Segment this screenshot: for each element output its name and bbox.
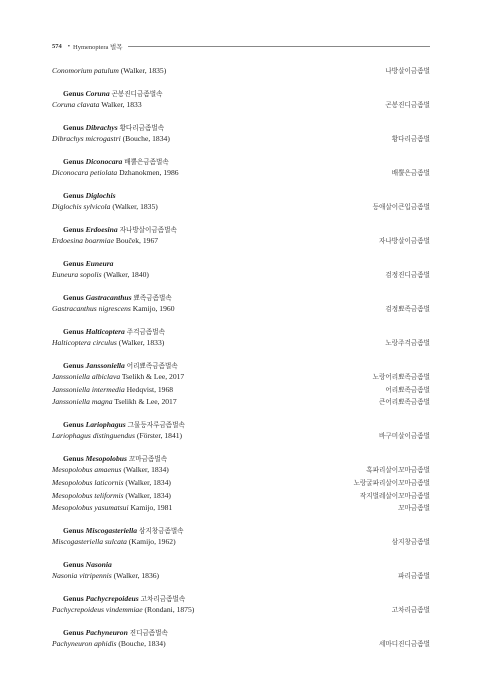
genus-word: Genus	[63, 190, 84, 200]
author-citation: (Rondani, 1875)	[144, 605, 195, 615]
korean-common-name: 작지벌레살이꼬마금좀벌	[359, 491, 430, 500]
genus-heading	[52, 224, 430, 235]
genus-korean-name: 자나방살이금좀벌속	[119, 225, 177, 234]
author-citation: (Walker, 1833)	[118, 337, 165, 347]
block-spacer	[52, 316, 430, 326]
genus-block	[52, 214, 430, 248]
genus-word: Genus	[63, 594, 84, 604]
species-entry	[52, 502, 430, 515]
korean-common-name: 파리금좀벌	[398, 572, 430, 581]
korean-common-name: 노랑주걱금좀벌	[385, 338, 430, 347]
genus-block	[52, 78, 430, 112]
scientific-name: Pachycrepoideus vindemmiae	[52, 605, 143, 615]
genus-name: Janssoniella	[85, 360, 125, 370]
scientific-name: Mesopolobus yasumatsui	[52, 503, 129, 513]
genus-name: Dibrachys	[85, 122, 118, 132]
korean-common-name: 곤봉진디금좀벌	[385, 100, 430, 109]
species-name-line	[52, 490, 171, 503]
species-name-line	[52, 477, 171, 490]
species-entry	[52, 167, 430, 180]
scientific-name: Miscogasteriella sulcata	[52, 537, 127, 547]
page-number: 574	[52, 42, 62, 50]
korean-common-name: 어리뾰족금좀벌	[385, 385, 430, 394]
genus-word: Genus	[63, 258, 84, 268]
block-spacer	[52, 443, 430, 453]
genus-heading	[52, 88, 430, 99]
species-entry	[52, 133, 430, 146]
korean-common-name: 삼지창금좀벌	[391, 538, 430, 547]
author-citation: (Walker, 1834)	[125, 490, 171, 500]
genus-block	[52, 515, 430, 549]
species-entry	[52, 570, 430, 583]
korean-common-name: 검정진디금좀벌	[385, 270, 430, 279]
author-citation: Dzhanokmen, 1986	[119, 167, 179, 177]
species-entry	[52, 464, 430, 477]
author-citation: Kamijo, 1981	[130, 503, 173, 513]
genus-korean-name: 삼지창금좀벌속	[138, 527, 184, 536]
scientific-name: Euneura sopolis	[52, 269, 102, 279]
korean-common-name: 검정뾰족금좀벌	[385, 304, 430, 313]
genus-heading	[52, 258, 430, 269]
species-entry	[52, 269, 430, 282]
block-spacer	[52, 214, 430, 224]
author-citation: Hedqvist, 1968	[126, 384, 174, 394]
species-name-line	[52, 201, 158, 214]
scientific-name: Mesopolobus teliformis	[52, 490, 124, 500]
species-name-line	[52, 464, 169, 477]
species-entry	[52, 604, 430, 617]
genus-block	[52, 112, 430, 146]
author-citation: (Förster, 1841)	[136, 431, 183, 441]
scientific-name: Janssoniella albiclava	[52, 371, 121, 381]
species-entry	[52, 303, 430, 316]
genus-name: Halticoptera	[85, 326, 125, 336]
species-entry	[52, 235, 430, 248]
genus-heading	[52, 326, 430, 337]
genus-heading	[52, 360, 430, 371]
genus-name: Pachyneuron	[85, 628, 128, 638]
block-spacer	[52, 617, 430, 627]
korean-common-name: 등애살이큰입금좀벌	[372, 202, 430, 211]
species-name-line	[52, 384, 173, 397]
genus-word: Genus	[63, 88, 84, 98]
genus-name: Gastracanthus	[85, 292, 132, 302]
genus-block	[52, 65, 430, 78]
genus-word: Genus	[63, 292, 84, 302]
korean-common-name: 큰어리뾰족금좀벌	[379, 398, 430, 407]
author-citation: (Kamijo, 1962)	[128, 537, 176, 547]
genus-korean-name: 뾰족금좀벌속	[133, 293, 172, 302]
scientific-name: Dibrachys microgastri	[52, 133, 121, 143]
author-citation: (Walker, 1835)	[120, 66, 167, 75]
genus-korean-name: 곤봉진디금좀벌속	[111, 89, 163, 98]
genus-name: Euneura	[85, 258, 114, 268]
section-title: Hymenoptera 벌목	[73, 43, 123, 51]
species-name-line	[52, 269, 149, 282]
genus-word: Genus	[63, 560, 84, 570]
scientific-name: Mesopolobus amaenus	[52, 465, 122, 475]
genus-name: Lariophagus	[85, 420, 126, 430]
species-name-line	[52, 570, 159, 583]
block-spacer	[52, 180, 430, 190]
genus-heading	[52, 156, 430, 167]
genus-name: Diglochis	[85, 190, 116, 200]
species-list	[52, 65, 430, 651]
author-citation: Kamijo, 1960	[132, 303, 175, 313]
species-name-line	[52, 430, 182, 443]
species-entry	[52, 99, 430, 112]
genus-heading	[52, 292, 430, 303]
scientific-name: Janssoniella intermedia	[52, 384, 125, 394]
genus-name: Pachycrepoideus	[85, 594, 139, 604]
author-citation: Walker, 1833	[101, 99, 142, 109]
scientific-name: Lariophagus distinguendus	[52, 431, 135, 441]
genus-name: Erdoesina	[85, 224, 118, 234]
species-entry	[52, 65, 430, 78]
block-spacer	[52, 515, 430, 525]
korean-common-name: 꼬마금좀벌	[398, 504, 430, 513]
genus-name: Miscogasteriella	[85, 526, 138, 536]
scientific-name: Conomorium patulum	[52, 66, 119, 75]
species-name-line	[52, 396, 177, 409]
scientific-name: Erdoesina boarmiae	[52, 235, 114, 245]
species-entry	[52, 490, 430, 503]
genus-block	[52, 316, 430, 350]
korean-common-name: 노랑어리뾰족금좀벌	[372, 372, 430, 381]
genus-heading	[52, 453, 430, 464]
species-entry	[52, 371, 430, 384]
block-spacer	[52, 282, 430, 292]
species-name-line	[52, 303, 175, 316]
species-name-line	[52, 167, 179, 180]
running-header	[52, 40, 430, 52]
genus-word: Genus	[63, 156, 84, 166]
block-spacer	[52, 112, 430, 122]
korean-common-name: 나방살이금좀벌	[385, 67, 430, 75]
genus-block	[52, 549, 430, 583]
genus-heading	[52, 122, 430, 133]
scientific-name: Coruna clavata	[52, 99, 100, 109]
korean-common-name: 황다리금좀벌	[391, 134, 430, 143]
block-spacer	[52, 78, 430, 88]
genus-heading	[52, 627, 430, 638]
genus-block	[52, 617, 430, 651]
author-citation: (Bouche, 1834)	[122, 133, 170, 143]
genus-korean-name: 고차리금좀벌속	[140, 595, 186, 604]
block-spacer	[52, 248, 430, 258]
block-spacer	[52, 549, 430, 559]
author-citation: (Walker, 1834)	[125, 477, 171, 487]
genus-heading	[52, 525, 430, 536]
header-bullet: •	[67, 42, 71, 50]
species-entry	[52, 536, 430, 549]
species-name-line	[52, 65, 166, 78]
header-rule	[128, 46, 430, 47]
korean-common-name: 혹파리살이꼬마금좀벌	[366, 466, 430, 475]
author-citation: (Walker, 1834)	[123, 465, 169, 475]
genus-word: Genus	[63, 224, 84, 234]
species-entry	[52, 638, 430, 651]
author-citation: Tselikh & Lee, 2017	[114, 397, 177, 407]
block-spacer	[52, 409, 430, 419]
scientific-name: Gastracanthus nigrescens	[52, 303, 131, 313]
species-name-line	[52, 536, 176, 549]
korean-common-name: 노랑굴파리살이꼬마금좀벌	[353, 478, 430, 487]
genus-korean-name: 진디금좀벌속	[129, 629, 168, 638]
korean-common-name: 고차리금좀벌	[391, 606, 430, 615]
genus-word: Genus	[63, 122, 84, 132]
genus-korean-name: 황다리금좀벌속	[119, 123, 165, 132]
genus-heading	[52, 559, 430, 570]
genus-word: Genus	[63, 454, 84, 464]
genus-block	[52, 583, 430, 617]
species-name-line	[52, 604, 194, 617]
scientific-name: Diconocara petiolata	[52, 167, 118, 177]
author-citation: (Bouche, 1834)	[118, 639, 166, 649]
genus-korean-name: 어리뾰족금좀벌속	[126, 361, 178, 370]
genus-word: Genus	[63, 326, 84, 336]
species-entry	[52, 477, 430, 490]
species-entry	[52, 201, 430, 214]
species-name-line	[52, 638, 166, 651]
genus-word: Genus	[63, 420, 84, 430]
genus-heading	[52, 190, 430, 201]
genus-block	[52, 282, 430, 316]
author-citation: (Walker, 1836)	[113, 571, 160, 581]
korean-common-name: 배뿔은금좀벌	[391, 168, 430, 177]
genus-block	[52, 146, 430, 180]
korean-common-name: 바구미살이금좀벌	[379, 432, 430, 441]
species-name-line	[52, 133, 170, 146]
species-name-line	[52, 337, 164, 350]
genus-block	[52, 409, 430, 443]
scientific-name: Mesopolobus laticornis	[52, 477, 124, 487]
genus-name: Mesopolobus	[85, 454, 127, 464]
species-entry	[52, 430, 430, 443]
block-spacer	[52, 146, 430, 156]
species-entry	[52, 384, 430, 397]
species-entry	[52, 337, 430, 350]
genus-heading	[52, 593, 430, 604]
genus-word: Genus	[63, 526, 84, 536]
author-citation: (Walker, 1840)	[103, 269, 149, 279]
scientific-name: Halticoptera circulus	[52, 337, 117, 347]
author-citation: Tselikh & Lee, 2017	[121, 371, 185, 381]
genus-name: Diconocara	[85, 156, 123, 166]
korean-common-name: 자나방살이금좀벌	[379, 236, 430, 245]
genus-heading	[52, 419, 430, 430]
genus-korean-name: 그물등자루금좀벌속	[127, 421, 185, 430]
scientific-name: Nasonia vitripennis	[52, 571, 112, 581]
species-name-line	[52, 371, 184, 384]
block-spacer	[52, 583, 430, 593]
genus-name: Nasonia	[85, 560, 112, 570]
scientific-name: Janssoniella magna	[52, 397, 113, 407]
genus-korean-name: 주걱금좀벌속	[126, 327, 165, 336]
species-entry	[52, 396, 430, 409]
scientific-name: Pachyneuron aphidis	[52, 639, 117, 649]
block-spacer	[52, 350, 430, 360]
species-name-line	[52, 235, 158, 248]
scientific-name: Diglochis sylvicola	[52, 201, 111, 211]
genus-korean-name: 꼬마금좀벌속	[128, 455, 168, 464]
genus-block	[52, 350, 430, 409]
genus-name: Coruna	[85, 88, 110, 98]
author-citation: (Walker, 1835)	[112, 201, 158, 211]
genus-block	[52, 443, 430, 515]
genus-korean-name: 배뿔은금좀벌속	[124, 157, 169, 166]
genus-word: Genus	[63, 628, 84, 638]
korean-common-name: 세마디진디금좀벌	[379, 640, 430, 649]
genus-word: Genus	[63, 360, 84, 370]
species-name-line	[52, 99, 142, 112]
genus-block	[52, 248, 430, 282]
species-name-line	[52, 502, 172, 515]
genus-block	[52, 180, 430, 214]
author-citation: Bouček, 1967	[115, 235, 159, 245]
